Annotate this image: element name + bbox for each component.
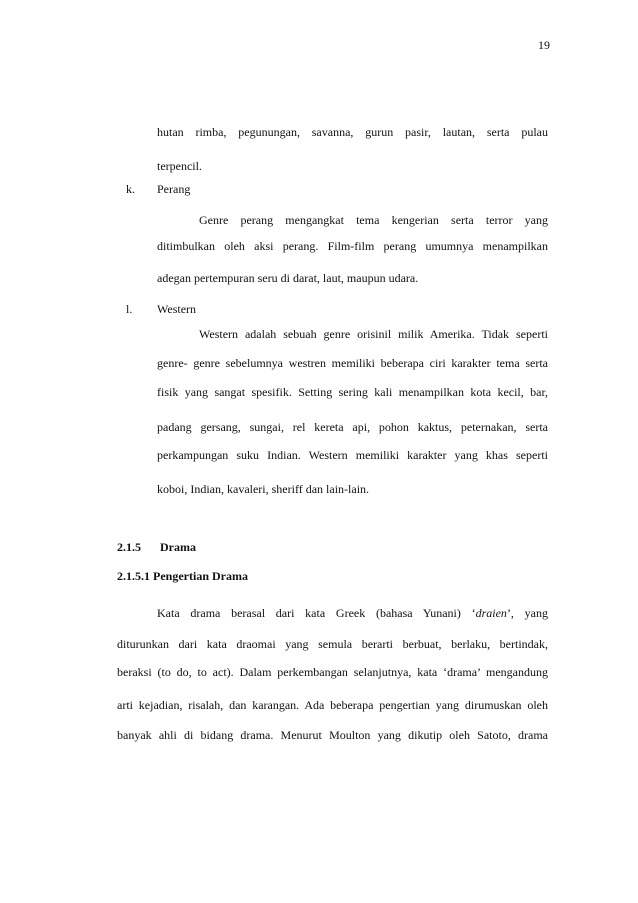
italic-term: draien	[475, 606, 507, 620]
body-line: padang gersang, sungai, rel kereta api, pohon kaktus, peternakan, serta	[157, 420, 548, 434]
body-line: hutan rimba, pegunungan, savanna, gurun pasir, lautan, serta pulau	[157, 125, 548, 139]
paragraph-line: banyak ahli di bidang drama. Menurut Moulton yang dikutip oleh Satoto, drama	[117, 728, 548, 742]
subsection-heading: 2.1.5.1 Pengertian Drama	[117, 569, 248, 583]
body-line: perkampungan suku Indian. Western memiliki karakter yang khas seperti	[157, 448, 548, 462]
paragraph-line: diturunkan dari kata draomai yang semula berarti berbuat, berlaku, bertindak,	[117, 637, 548, 651]
text-run: ’, yang	[506, 606, 548, 620]
body-line: adegan pertempuran seru di darat, laut, maupun udara.	[157, 271, 419, 285]
body-line: Genre perang mengangkat tema kengerian serta terror yang	[199, 213, 548, 227]
body-line: fisik yang sangat spesifik. Setting sering kali menampilkan kota kecil, bar,	[157, 385, 548, 399]
list-item-title: Western	[157, 302, 197, 316]
text-run: Kata drama berasal dari kata Greek (bahasa Yunani) ‘	[157, 606, 476, 620]
body-line: genre- genre sebelumnya westren memiliki beberapa ciri karakter tema serta	[157, 356, 548, 370]
paragraph-line: beraksi (to do, to act). Dalam perkembangan selanjutnya, kata ‘drama’ mengandung	[117, 665, 548, 679]
section-heading	[117, 539, 638, 555]
list-marker: l.	[126, 302, 133, 316]
page-number: 19	[538, 38, 550, 52]
body-line: Western adalah sebuah genre orisinil milik Amerika. Tidak seperti	[199, 327, 548, 341]
body-line: ditimbulkan oleh aksi perang. Film-film perang umumnya menampilkan	[157, 239, 548, 253]
body-line: terpencil.	[157, 159, 202, 173]
body-line: koboi, Indian, kavaleri, sheriff dan lain-lain.	[157, 482, 370, 496]
list-item-title: Perang	[157, 182, 191, 196]
list-marker: k.	[126, 182, 135, 196]
paragraph-line	[157, 605, 548, 621]
section-number: 2.1.5	[117, 540, 141, 554]
paragraph-line: arti kejadian, risalah, dan karangan. Ada beberapa pengertian yang dirumuskan oleh	[117, 698, 548, 712]
section-title: Drama	[160, 540, 196, 554]
